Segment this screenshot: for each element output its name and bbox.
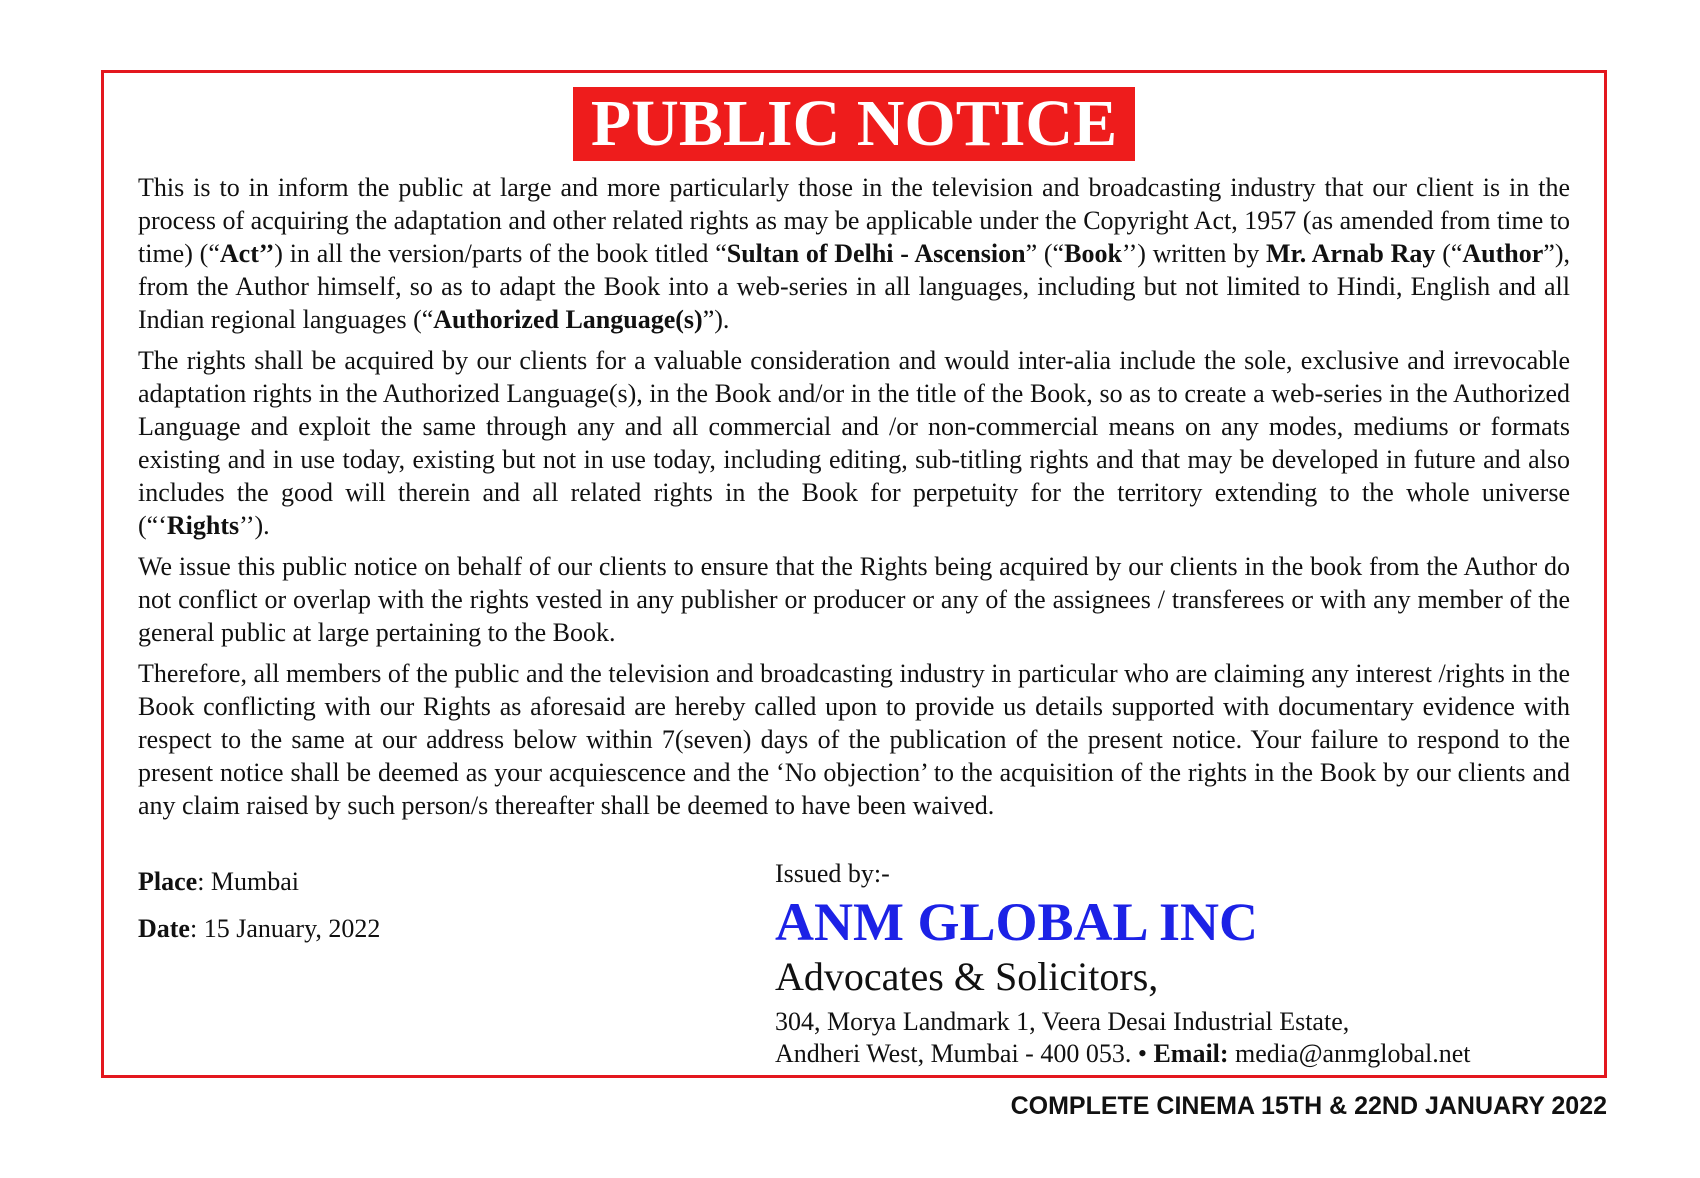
date-row	[138, 912, 380, 945]
notice-title: PUBLIC NOTICE	[573, 87, 1135, 161]
email-link[interactable]: media@anmglobal.net	[1228, 1039, 1471, 1068]
author-name: Mr. Arnab Ray	[1266, 239, 1436, 268]
notice-frame	[101, 70, 1607, 1078]
paragraph-text: ) in all the version/parts of the book titled “	[274, 239, 727, 268]
address-block	[775, 1006, 1575, 1070]
paragraph-text: ’’).	[239, 511, 270, 540]
place-date-block	[138, 865, 380, 959]
term-book: Book	[1064, 239, 1122, 268]
paragraph-intro	[138, 171, 1570, 336]
address-locality: Andheri West, Mumbai - 400 053. •	[775, 1039, 1154, 1068]
paragraph-purpose: We issue this public notice on behalf of our clients to ensure that the Rights being acquired by our clients in the book from the Author do not conflict or overlap with the rights vested in any publisher or producer or any of the assignees / transferees or with any member of the general public at large pertaining to the Book.	[138, 552, 1570, 647]
paragraph-text: (“	[1435, 239, 1463, 268]
paragraph-text: ’’) written by	[1121, 239, 1267, 268]
paragraph-text: ”), from the Author himself, so as to adapt the Book into a web-series in all languages, including but not limited to Hindi, English and all Indian regional languages (“	[138, 239, 1570, 334]
paragraph-text: The rights shall be acquired by our clients for a valuable consideration and would inter-alia include the sole, exclusive and irrevocable adaptation rights in the Authorized Language(s), in the Book and/or in the title of the Book, so as to create a web-series in the Authorized Language and exploit the same through any and all commercial and /or non-commercial means on any modes, mediums or formats existing and in use today, existing but not in use today, including editing, sub-titling rights and that may be developed in future and also includes the good will therein and all related rights in the Book for perpetuity for the territory extending to the whole universe (“‘	[138, 346, 1570, 540]
firm-name: ANM GLOBAL INC	[775, 892, 1259, 952]
paragraph-rights	[138, 344, 1570, 542]
paragraph-text: This is to in inform the public at large and more particularly those in the television and broadcasting industry that our client is in the process of acquiring the adaptation and other related rights as may be applicable under the Copyright Act, 1957 (as amended from time to time) (“	[138, 173, 1570, 268]
term-author: Author	[1462, 239, 1544, 268]
place-row	[138, 865, 380, 898]
paragraph-text: ”).	[702, 305, 730, 334]
publication-footer: COMPLETE CINEMA 15TH & 22ND JANUARY 2022	[1010, 1092, 1607, 1120]
firm-subtitle: Advocates & Solicitors,	[775, 954, 1159, 999]
address-line-2	[775, 1038, 1575, 1070]
notice-body	[138, 171, 1570, 830]
issued-by-label: Issued by:-	[775, 859, 890, 888]
email-label: Email:	[1153, 1039, 1229, 1068]
place-value: : Mumbai	[197, 867, 300, 896]
term-act: Act’’	[219, 239, 275, 268]
term-authorized-language: Authorized Language(s)	[433, 305, 703, 334]
place-label: Place	[138, 867, 198, 896]
date-label: Date	[138, 914, 190, 943]
book-title: Sultan of Delhi - Ascension	[726, 239, 1026, 268]
date-value: : 15 January, 2022	[189, 914, 381, 943]
title-wrap	[104, 87, 1604, 161]
address-line-1: 304, Morya Landmark 1, Veera Desai Industrial Estate,	[775, 1007, 1350, 1036]
issuer-block	[775, 858, 1575, 1070]
paragraph-text: ” (“	[1025, 239, 1065, 268]
paragraph-call-to-action: Therefore, all members of the public and the television and broadcasting industry in particular who are claiming any interest /rights in the Book conflicting with our Rights as aforesaid are hereby called upon to provide us details supported with documentary evidence with respect to the same at our address below within 7(seven) days of the publication of the present notice. Your failure to respond to the present notice shall be deemed as your acquiescence and the ‘No objection’ to the acquisition of the rights in the Book by our clients and any claim raised by such person/s thereafter shall be deemed to have been waived.	[138, 659, 1570, 820]
term-rights: Rights	[166, 511, 240, 540]
